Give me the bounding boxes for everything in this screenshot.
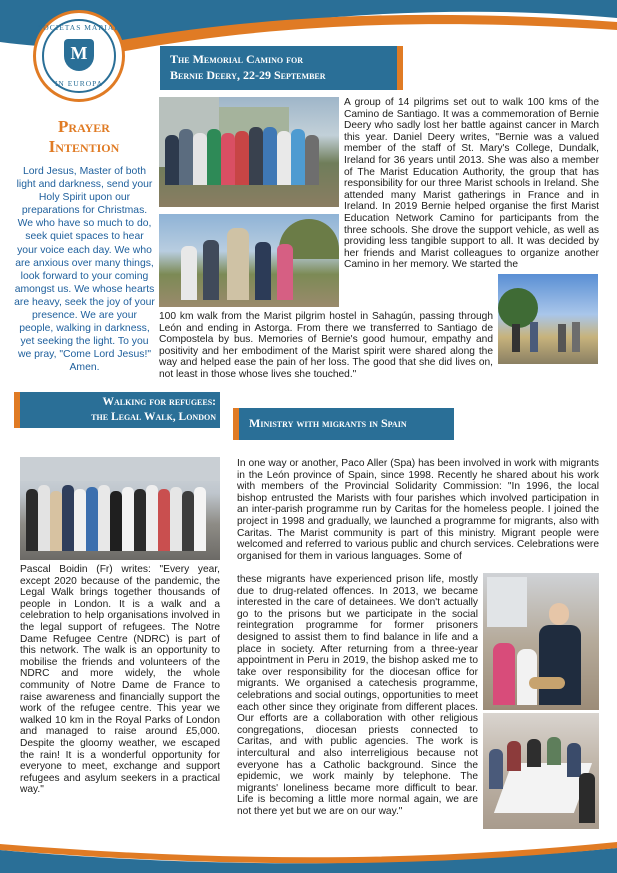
logo-seal bbox=[33, 10, 125, 102]
refugees-text: Pascal Boidin (Fr) writes: "Every year, except 2020 because of the pandemic, the Legal Walk brings together thousands of people in London. It is a walk and a celebration to help organisations involved in the legal support of refugees. The Notre Dame Refugee Centre (NDRC) is part of this network. The walk is an opportunity to mobilise the friends and volunteers of the NDRC and more widely, the whole community of Notre Dame de France to raise awareness and financially support the work of the refugee centre. This year we walked 10 km in the Royal Parks of London and managed to raise around £5,000. Despite the gloomy weather, we escaped the rain! It is a wonderful opportunity for everyone to meet, exchange and support refugees and asylum seekers in a practical way." bbox=[20, 564, 220, 796]
refugees-title-line1: Walking for refugees: bbox=[102, 396, 216, 408]
camino-group-photo bbox=[159, 97, 339, 207]
logo-ring-text-bottom: IN EUROPA bbox=[54, 79, 104, 88]
camino-title-line2: Bernie Deery, 22-29 September bbox=[170, 68, 326, 82]
prayer-title-line1: Prayer bbox=[58, 117, 110, 136]
camino-text-para2: 100 km walk from the Marist pilgrim hostel in Sahagún, passing through León and ending in Astorga. From there we transferred to Santiago de Compostela by bus. Memories of Bernie's good humour, empathy and positivity and her embodiment of the Marist spirit were shared along the way and helped ease the pain of her loss. The good that she did lives on, not least in those whose lives she touched." bbox=[159, 311, 493, 380]
migrants-children-photo bbox=[483, 573, 599, 710]
migrants-header bbox=[239, 408, 454, 440]
camino-statue-photo bbox=[159, 214, 339, 307]
prayer-text: Lord Jesus, Master of both light and darkness, send your Holy Spirit upon our preparations for Christmas. We who have so much to do, seek quiet spaces to hear your voice each day. We who are anxious over many things, look forward to your coming amongst us. We whose hearts are heavy, seek the joy of your presence. We are your people, walking in darkness, yet seeking the light. To you we pray, "Come Lord Jesus!" Amen. bbox=[14, 166, 155, 374]
camino-road-photo bbox=[498, 274, 598, 364]
refugees-header bbox=[20, 392, 220, 428]
camino-title-line1: The Memorial Camino for bbox=[170, 52, 303, 66]
camino-header bbox=[160, 46, 397, 90]
camino-text-para1: A group of 14 pilgrims set out to walk 100 kms of the Camino de Santiago. It was a commemoration of Bernie Deery who sadly lost her battle against cancer in March this year. Daniel Deery writes, "Bernie was a valued member of the staff of St. Mary's College, Dundalk, Ireland for 36 years until 2013. She was also a member of The Marist Education Authority, the group that has responsibility for our three Marist schools in Ireland. She attended many Marist gatherings in France and in Ireland. In 2019 Bernie helped organise the first Marist Education Network Camino for participants from the three schools. She drove the support vehicle, as well as providing less tangible support to all. It was decided by her friends and Marist colleagues to organize another Camino in her memory. We started the bbox=[344, 97, 599, 271]
camino-header-accent bbox=[397, 46, 403, 90]
logo-ring-text-top: SOCIETAS MARIAE bbox=[38, 23, 120, 32]
logo-center-letter: M bbox=[70, 43, 88, 63]
prayer-title-line2: Intention bbox=[48, 137, 120, 156]
legal-walk-photo bbox=[20, 457, 220, 560]
refugees-title-line2: the Legal Walk, London bbox=[91, 411, 216, 423]
prayer-title bbox=[14, 117, 154, 157]
migrants-text-para2: these migrants have experienced prison life, mostly due to drug-related offences. In 2013, we became interested in the care of detainees. We don't actually go to the prisons but we participate in the social reintegration programme for former prisoners designed to assist them to find balance in life and a place in society. After returning from a three-year appointment in Peru in 2019, the bishop asked me to take over responsibility for the diocesan office for migrants. We organised a catechesis programme, celebrations and social outings, opportunities to meet each other since they originate from different places. Our efforts are a collaboration with other religious congregations, diocesan priests connected to Caritas, and with public agencies. The work is intercultural and also interreligious because not everyone has a Catholic background. Since the epidemic, we work mainly by telephone. The migrants' loneliness became more difficult to bear. Life is becoming a little more normal again, we are not there yet but we are on our way." bbox=[237, 574, 478, 817]
migrants-text-para1: In one way or another, Paco Aller (Spa) has been involved in work with migrants in the León province of Spain, since 1998. Recently he shared about his work with members of the Provincial Solidarity Commission: "In 1996, the local bishop entrusted the Marists with four parishes which involved participation in an inter-parish programme run by Caritas for the homeless people. I joined the project in 1998 and gradually, we launched a programme for migrants, also with Caritas. The Marist community is part of this ministry. Migrant people were welcomed and referred to various public and church services. Celebrations were organised for them in various languages. Some of bbox=[237, 458, 599, 562]
migrants-title: Ministry with migrants in Spain bbox=[249, 416, 407, 430]
migrants-table-photo bbox=[483, 713, 599, 829]
